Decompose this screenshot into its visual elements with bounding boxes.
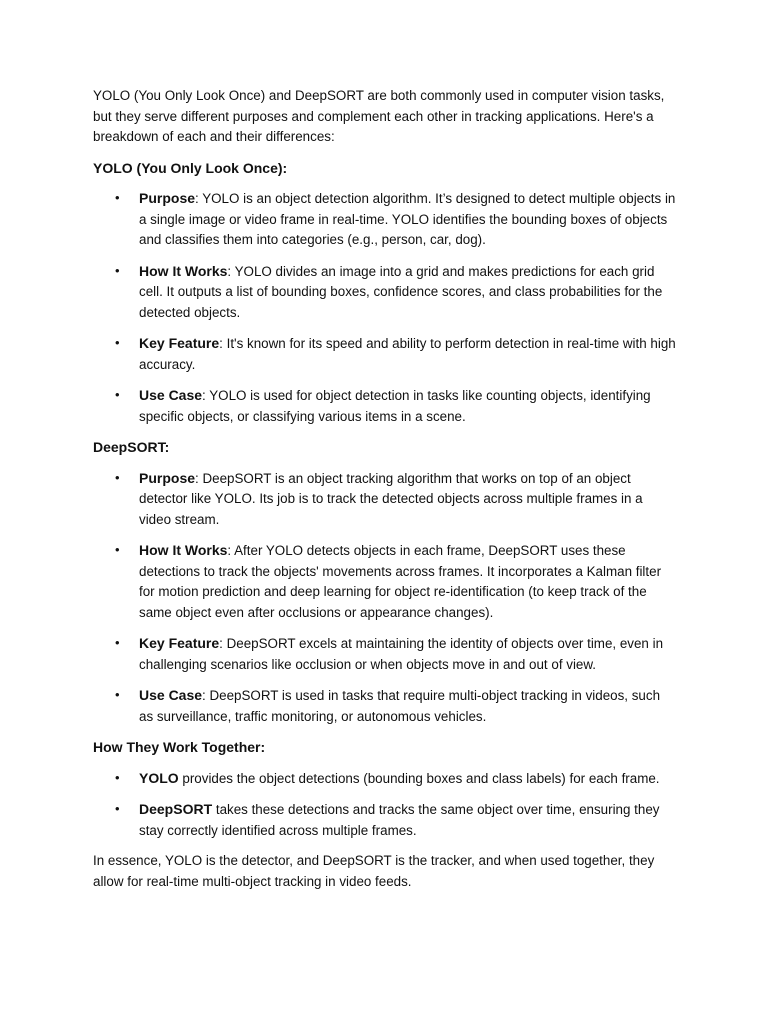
item-term: DeepSORT	[139, 801, 213, 817]
section-yolo	[93, 158, 677, 428]
list-item	[93, 685, 677, 727]
section-heading: DeepSORT:	[93, 439, 170, 455]
list-item	[93, 261, 677, 324]
item-term: Use Case	[139, 387, 203, 403]
bullet-icon: •	[115, 387, 120, 402]
item-term: How It Works	[139, 542, 228, 558]
list-item	[93, 188, 677, 251]
section-together	[93, 737, 677, 841]
list-item	[93, 385, 677, 427]
section-heading: YOLO (You Only Look Once):	[93, 159, 288, 176]
list-item	[93, 540, 677, 623]
conclusion-paragraph: In essence, YOLO is the detector, and DeepSORT is the tracker, and when used together, they allow for real-time multi-object tracking in video feeds.	[93, 853, 655, 889]
item-term: Purpose	[139, 469, 196, 486]
bullet-icon: •	[115, 635, 120, 650]
bullet-icon: •	[115, 801, 120, 816]
bullet-icon: •	[115, 469, 120, 485]
item-term: Key Feature	[139, 635, 220, 651]
item-text: takes these detections and tracks the same object over time, ensuring they stay correctly identified across multiple frames.	[139, 802, 660, 838]
bullet-icon: •	[115, 769, 120, 785]
list-item	[93, 768, 677, 790]
item-term: Key Feature	[139, 335, 220, 351]
section-deepsort	[93, 437, 677, 727]
item-text: provides the object detections (bounding boxes and class labels) for each frame.	[178, 770, 660, 786]
bullet-list	[93, 188, 677, 427]
list-item	[93, 633, 677, 675]
bullet-icon: •	[115, 687, 120, 702]
item-text: : DeepSORT is used in tasks that require multi-object tracking in videos, such as surveillance, traffic monitoring, or autonomous vehicles.	[139, 688, 661, 724]
bullet-icon: •	[115, 542, 120, 557]
item-text: : YOLO is an object detection algorithm. It’s designed to detect multiple objects in a single image or video frame in real-time. YOLO identifies the bounding boxes of objects and classifies them into categories (e.g., person, car, dog).	[139, 191, 676, 247]
item-term: Use Case	[139, 687, 203, 703]
bullet-icon: •	[115, 190, 120, 205]
list-item	[93, 468, 677, 531]
bullet-list	[93, 468, 677, 728]
item-term: YOLO	[139, 769, 179, 786]
list-item	[93, 333, 677, 375]
bullet-icon: •	[115, 335, 120, 350]
item-text: : YOLO divides an image into a grid and makes predictions for each grid cell. It outputs a list of bounding boxes, confidence scores, and class probabilities for the detected objects.	[139, 263, 663, 320]
document-page	[93, 86, 677, 902]
item-term: How It Works	[139, 262, 228, 279]
bullet-list	[93, 768, 677, 842]
item-text: : DeepSORT is an object tracking algorithm that works on top of an object detector like YOLO. Its job is to track the detected objects across multiple frames in a video stream.	[139, 470, 643, 527]
item-text: : DeepSORT excels at maintaining the identity of objects over time, even in challenging scenarios like occlusion or when objects move in and out of view.	[139, 636, 664, 672]
bullet-icon: •	[115, 262, 120, 278]
item-text: : After YOLO detects objects in each frame, DeepSORT uses these detections to track the objects' movements across frames. It incorporates a Kalman filter for motion prediction and deep learning for object re-identification (to keep track of the same object even after occlusions or appearance changes).	[139, 543, 662, 620]
item-term: Purpose	[139, 190, 196, 206]
section-heading: How They Work Together:	[93, 739, 266, 755]
list-item	[93, 799, 677, 841]
intro-paragraph: YOLO (You Only Look Once) and DeepSORT are both commonly used in computer vision tasks, but they serve different purposes and complement each other in tracking applications. Here's a breakdown of each and their differences:	[93, 88, 665, 144]
item-text: : It's known for its speed and ability to perform detection in real-time with high accuracy.	[139, 336, 676, 372]
item-text: : YOLO is used for object detection in tasks like counting objects, identifying specific objects, or classifying various items in a scene.	[139, 388, 651, 424]
